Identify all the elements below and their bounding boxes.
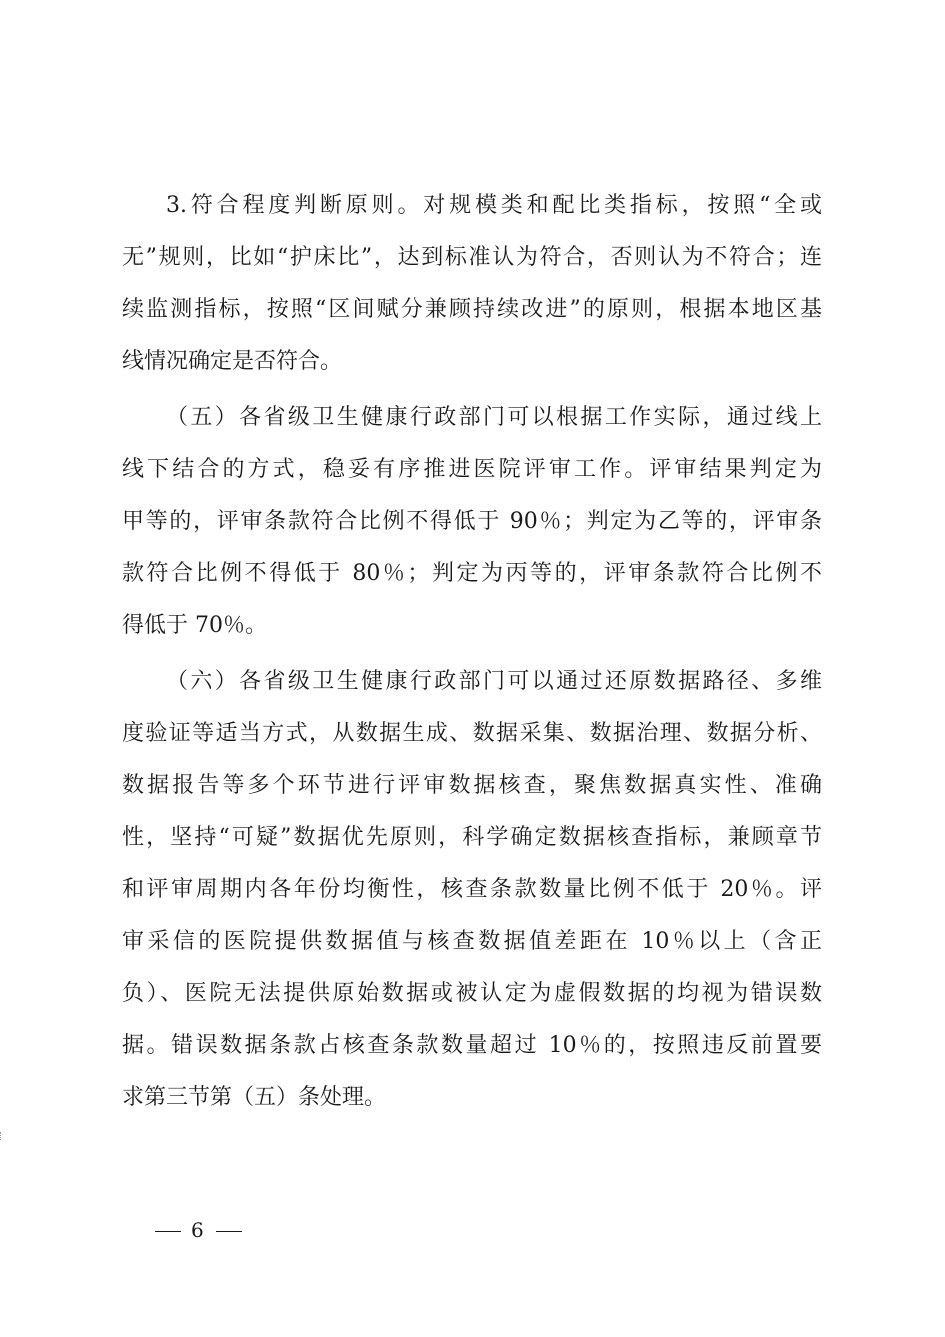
paragraph-compliance-principle (122, 180, 822, 388)
text-line: 性，坚持“可疑”数据优先原则，科学确定数据核查指标，兼顾章节 (122, 825, 822, 850)
text-line: （五）各省级卫生健康行政部门可以根据工作实际，通过线上 (166, 405, 822, 430)
text-line: 线情况确定是否符合。 (122, 349, 343, 374)
footer-dash-right (216, 1231, 242, 1232)
text-line: 审采信的医院提供数据值与核查数据值差距在 10％以上（含正 (122, 929, 822, 954)
scan-margin-mark (0, 1132, 6, 1140)
text-line: 续监测指标，按照“区间赋分兼顾持续改进”的原则，根据本地区基 (122, 297, 822, 322)
text-line: 据。错误数据条款占核查条款数量超过 10％的，按照违反前置要 (122, 1033, 822, 1058)
text-line: 负）、医院无法提供原始数据或被认定为虚假数据的均视为错误数 (122, 981, 822, 1006)
text-line: 甲等的，评审条款符合比例不得低于 90％；判定为乙等的，评审条 (122, 509, 822, 534)
text-line: 求第三节第（五）条处理。 (122, 1085, 387, 1110)
text-line: 数据报告等多个环节进行评审数据核查，聚焦数据真实性、准确 (122, 773, 822, 798)
text-line: 无”规则，比如“护床比”，达到标准认为符合，否则认为不符合；连 (122, 245, 822, 270)
paragraph-section-six (122, 656, 822, 1124)
text-line: （六）各省级卫生健康行政部门可以通过还原数据路径、多维 (166, 669, 822, 694)
footer-dash-left (155, 1231, 181, 1232)
page-number: 6 (191, 1218, 206, 1242)
text-line: 线下结合的方式，稳妥有序推进医院评审工作。评审结果判定为 (122, 457, 822, 482)
paragraph-section-five (122, 392, 822, 652)
text-line: 款符合比例不得低于 80％；判定为丙等的，评审条款符合比例不 (122, 561, 822, 586)
text-line: 得低于 70％。 (122, 613, 267, 638)
text-line: 3.符合程度判断原则。对规模类和配比类指标，按照“全或 (166, 193, 822, 218)
text-line: 和评审周期内各年份均衡性，核查条款数量比例不低于 20％。评 (122, 877, 822, 902)
document-body (122, 180, 822, 1124)
text-line: 度验证等适当方式，从数据生成、数据采集、数据治理、数据分析、 (122, 721, 822, 746)
page-footer (145, 1218, 252, 1242)
